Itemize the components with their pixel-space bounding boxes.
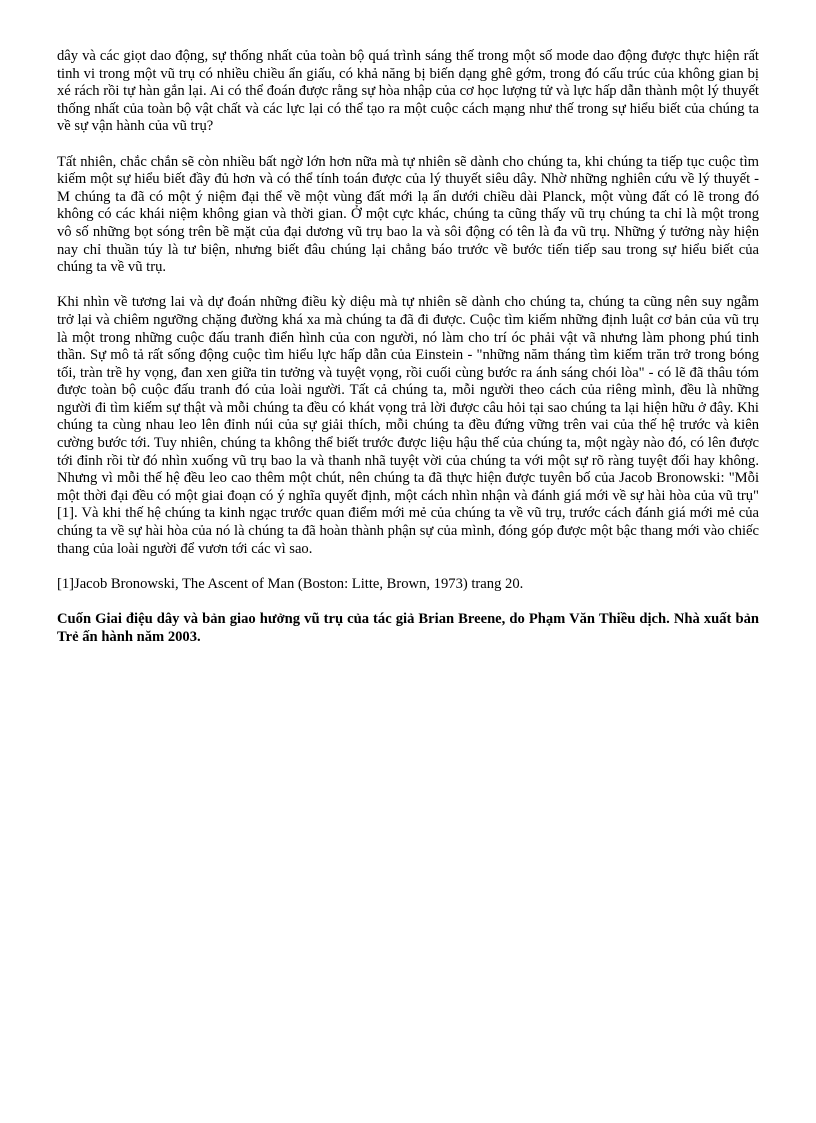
body-paragraph-2: Tất nhiên, chắc chắn sẽ còn nhiều bất ngờ lớn hơn nữa mà tự nhiên sẽ dành cho chúng ta, khi chúng ta tiếp tục cuộc tìm kiếm một sự hiểu biết đầy đủ hơn và có thể tính toán được của lý thuyết siêu dây. Nhờ những nghiên cứu về lý thuyết - M chúng ta đã có một ý niệm đại thể về một vùng đất mới lạ ẩn dưới chiều dài Planck, một vùng đất có lẽ trong đó không có các khái niệm không gian và thời gian. Ở một cực khác, chúng ta cũng thấy vũ trụ chúng ta chỉ là một trong vô số những bọt sóng trên bề mặt của đại dương vũ trụ bao la và sôi động có tên là đa vũ trụ. Những ý tưởng này hiện nay chỉ thuần túy là tư biện, nhưng biết đâu chúng lại chẳng báo trước về bước tiến tiếp sau trong sự hiểu biết của chúng ta về vũ trụ. xyxy=(57,153,759,276)
body-paragraph-3: Khi nhìn về tương lai và dự đoán những điều kỳ diệu mà tự nhiên sẽ dành cho chúng ta, chúng ta cũng nên suy ngẫm trở lại và chiêm ngưỡng chặng đường khá xa mà chúng ta đã đi được. Cuộc tìm kiếm những định luật cơ bản của vũ trụ là một trong những cuộc đấu tranh điển hình của con người, nó làm cho trí óc phải vật vã nhưng làm phong phú tinh thần. Sự mô tả rất sống động cuộc tìm hiểu lực hấp dẫn của Einstein - "những năm tháng tìm kiếm trăn trở trong bóng tối, tràn trề hy vọng, đan xen giữa tin tưởng và tuyệt vọng, rồi cuối cùng bước ra ánh sáng chói lòa" - có lẽ đã thâu tóm được toàn bộ cuộc đấu tranh đó của loài người. Tất cả chúng ta, mỗi người theo cách của riêng mình, đều là những người đi tìm kiếm sự thật và mỗi chúng ta đều có khát vọng trả lời được câu hỏi tại sao chúng ta lại hiện hữu ở đây. Khi chúng ta cùng nhau leo lên đỉnh núi của sự giải thích, mỗi chúng ta đều đứng vững trên vai của thế hệ trước và kiên cường bước tới. Tuy nhiên, chúng ta không thể biết trước được liệu hậu thế của chúng ta, một ngày nào đó, có lên được tới đỉnh rồi từ đó nhìn xuống vũ trụ bao la và thanh nhã tuyệt vời của chúng ta với một sự rõ ràng tuyệt đối hay không. Nhưng vì mỗi thế hệ đều leo cao thêm một chút, nên chúng ta đã thực hiện được tuyên bố của Jacob Bronowski: "Mỗi một thời đại đều có một giai đoạn có ý nghĩa quyết định, một cách nhìn nhận và đánh giá mới về sự hài hòa của vũ trụ" [1]. Và khi thế hệ chúng ta kinh ngạc trước quan điểm mới mẻ của chúng ta về vũ trụ, trước cách đánh giá mới mẻ của chúng ta về sự hài hòa của nó là chúng ta đã hoàn thành phận sự của mình, đóng góp được một bậc thang mới vào chiếc thang của loài người để vươn tới các vì sao. xyxy=(57,294,759,557)
body-paragraph-1: dây và các giọt dao động, sự thống nhất của toàn bộ quá trình sáng thế trong một số mode dao động được thực hiện rất tinh vi trong một vũ trụ có nhiều chiều ẩn giấu, có khả năng bị biến dạng ghê gớm, trong đó cấu trúc của không gian bị xé rách rồi tự hàn gắn lại. Ai có thể đoán được rằng sự hòa nhập của cơ học lượng tử và lực hấp dẫn thành một lý thuyết thống nhất của toàn bộ vật chất và các lực lại có thể tạo ra một cuộc cách mạng như thế trong sự hiểu biết của chúng ta về sự vận hành của vũ trụ? xyxy=(57,48,759,135)
document-page xyxy=(57,48,759,664)
footnote: [1]Jacob Bronowski, The Ascent of Man (Boston: Litte, Brown, 1973) trang 20. xyxy=(57,575,524,592)
book-credit: Cuốn Giai điệu dây và bản giao hưởng vũ trụ của tác giả Brian Breene, do Phạm Văn Thiều dịch. Nhà xuất bản Trẻ ấn hành năm 2003. xyxy=(57,611,759,645)
